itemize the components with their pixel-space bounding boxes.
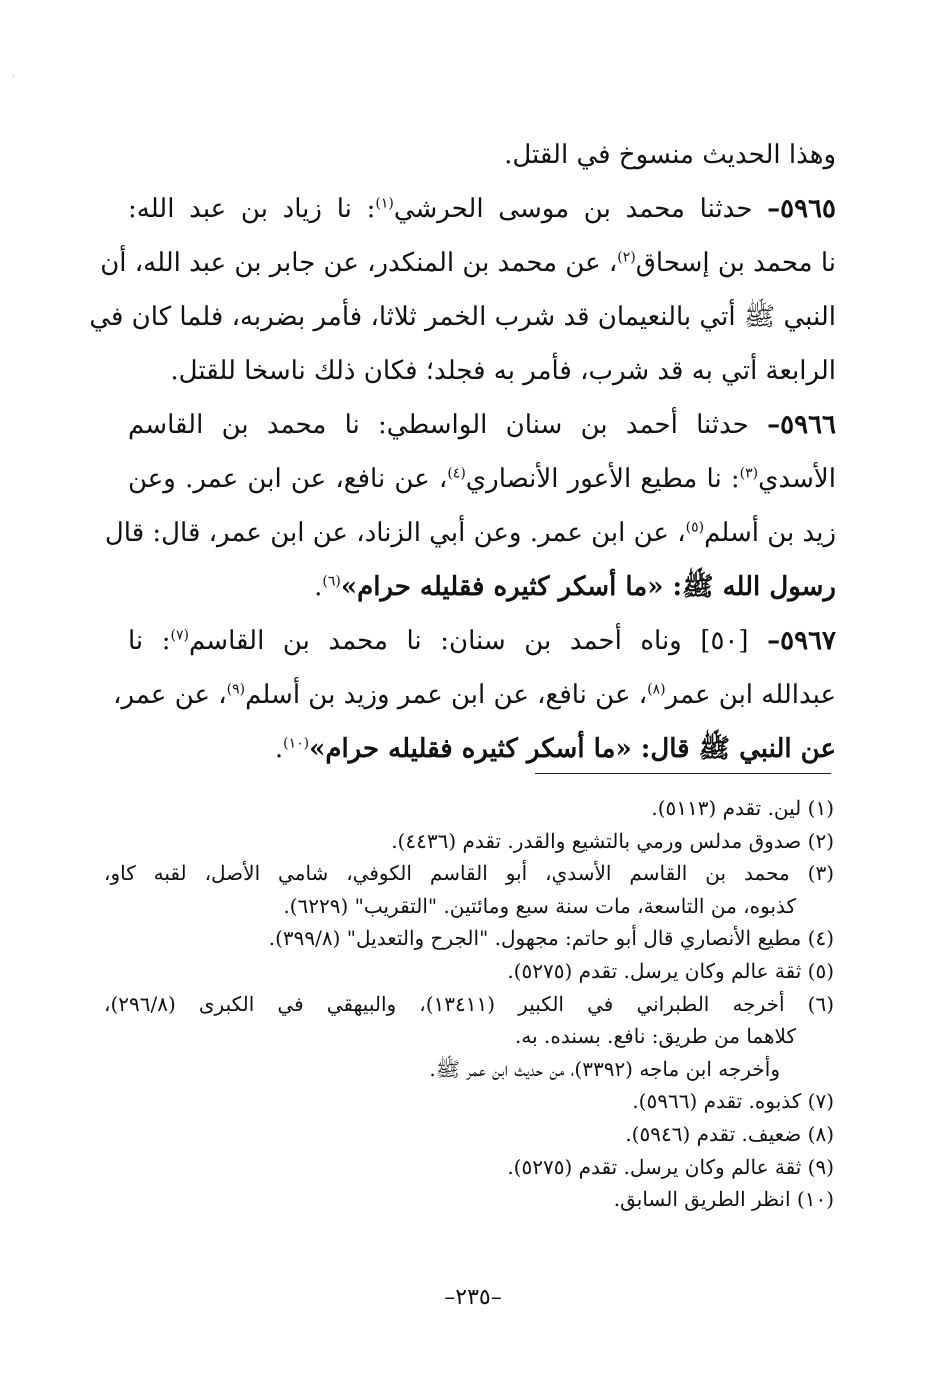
footnote-1: (١) لين. تقدم (٥١١٣). [651, 796, 834, 820]
footnote-ref[interactable]: (٧) [170, 627, 189, 644]
text-segment: ، عن نافع، عن ابن عمر وزيد بن أسلم [245, 680, 648, 710]
footnote-6-continued: كلاهما من طريق: نافع. بسنده. به. [515, 1024, 796, 1049]
text-segment: ، عن عمر، [113, 680, 227, 710]
footnote-3-continued: كذبوه، من التاسعة، مات سنة سبع ومائتين. "التقريب" (٦٢٢٩). [283, 893, 796, 918]
footnote-ref[interactable]: (٤) [447, 465, 466, 482]
text-segment: زيد بن أسلم [704, 518, 836, 548]
text-line [128, 560, 836, 614]
text-segment: نا محمد بن إسحاق [635, 248, 836, 278]
text-line [113, 668, 836, 722]
footnote-ref[interactable]: (٦) [322, 573, 341, 590]
footnote-divider [535, 773, 831, 774]
footnote-5: (٥) ثقة عالم وكان يرسل. تقدم (٥٢٧٥). [507, 958, 834, 983]
text-segment: : نا زياد بن عبد الله: [128, 194, 376, 224]
footnote-6: (٦) أخرجه الطبراني في الكبير (١٣٤١١)، والبيهقي في الكبرى (٢٩٦/٨)، [104, 991, 834, 1016]
footnote-2: (٢) صدوق مدلس ورمي بالتشيع والقدر. تقدم (٤٤٣٦). [391, 828, 834, 853]
footnotes [104, 792, 834, 1216]
text-segment: : نا [128, 626, 171, 656]
footnote-ref[interactable]: (٨) [647, 681, 666, 698]
hadith-number: ٥٩٦٥– [767, 194, 837, 224]
hadith-number: ٥٩٦٦– [767, 410, 837, 440]
text-segment: . [314, 572, 323, 602]
text-segment: حدثنا أحمد بن سنان الواسطي: نا محمد بن القاسم [128, 410, 749, 440]
footnote-4: (٤) مطيع الأنصاري قال أبو حاتم: مجهول. "الجرح والتعديل" (٣٩٩/٨). [268, 926, 834, 951]
hadith-5965-line [128, 182, 836, 236]
hadith-number: ٥٩٦٧– [767, 626, 837, 656]
text-segment: عبدالله ابن عمر [665, 680, 836, 710]
page-number: –٢٣٥– [444, 1285, 502, 1310]
text-segment: . [274, 734, 284, 764]
text-segment: [٥٠] وناه أحمد بن سنان: نا محمد بن القاسم [188, 626, 749, 656]
footnote-ref[interactable]: (٣) [739, 465, 759, 482]
text-line [104, 506, 836, 560]
text-line: الرابعة أتي به قد شرب، فأمر به فجلد؛ فكان ذلك ناسخا للقتل. [170, 356, 836, 386]
text-line: النبي ﷺ أتي بالنعيمان قد شرب الخمر ثلاثا، فأمر بضربه، فلما كان في [89, 302, 836, 332]
footnote-10: (١٠) انظر الطريق السابق. [613, 1187, 834, 1212]
hadith-5966-line [128, 398, 836, 452]
footnote-ref[interactable]: (٢) [617, 249, 636, 266]
quoted-hadith: رسول الله ﷺ: «ما أسكر كثيره فقليله حرام» [340, 572, 836, 602]
text-line: وهذا الحديث منسوخ في القتل. [504, 140, 836, 170]
scan-mark: · [12, 72, 16, 83]
footnote-ref[interactable]: (١) [375, 195, 394, 212]
footnote-9: (٩) ثقة عالم وكان يرسل. تقدم (٥٢٧٥). [507, 1154, 834, 1179]
footnote-3: (٣) محمد بن القاسم الأسدي، أبو القاسم الكوفي، شامي الأصل، لقبه كاو، [104, 861, 834, 886]
footnote-7: (٧) كذبوه. تقدم (٥٩٦٦). [632, 1089, 834, 1114]
text-line [128, 452, 836, 506]
footnote-ref[interactable]: (٩) [226, 681, 246, 698]
hadith-5967-line [128, 614, 836, 668]
text-segment: ، عن محمد بن المنكدر، عن جابر بن عبد الله، أن [100, 248, 618, 278]
text-segment: ، عن نافع، عن ابن عمر. وعن [128, 464, 448, 494]
footnote-ref[interactable]: (٥) [685, 519, 705, 536]
footnote-6-continued: وأخرجه ابن ماجه (٣٣٩٢)، من حديث ابن عمر ﷺ. [429, 1056, 780, 1081]
text-segment: : نا مطيع الأعور الأنصاري [465, 464, 740, 494]
text-line [128, 722, 836, 776]
footnote-8: (٨) ضعيف. تقدم (٥٩٤٦). [625, 1121, 834, 1146]
text-segment: الأسدي [758, 464, 836, 494]
text-segment: ، عن ابن عمر. وعن أبي الزناد، عن ابن عمر، قال: قال [104, 518, 686, 548]
footnote-ref[interactable]: (١٠) [283, 735, 310, 752]
text-segment: حدثنا محمد بن موسى الحرشي [393, 194, 753, 224]
main-text [89, 128, 837, 776]
text-line [100, 236, 836, 290]
quoted-hadith: عن النبي ﷺ قال: «ما أسكر كثيره فقليله حرام» [309, 734, 836, 764]
